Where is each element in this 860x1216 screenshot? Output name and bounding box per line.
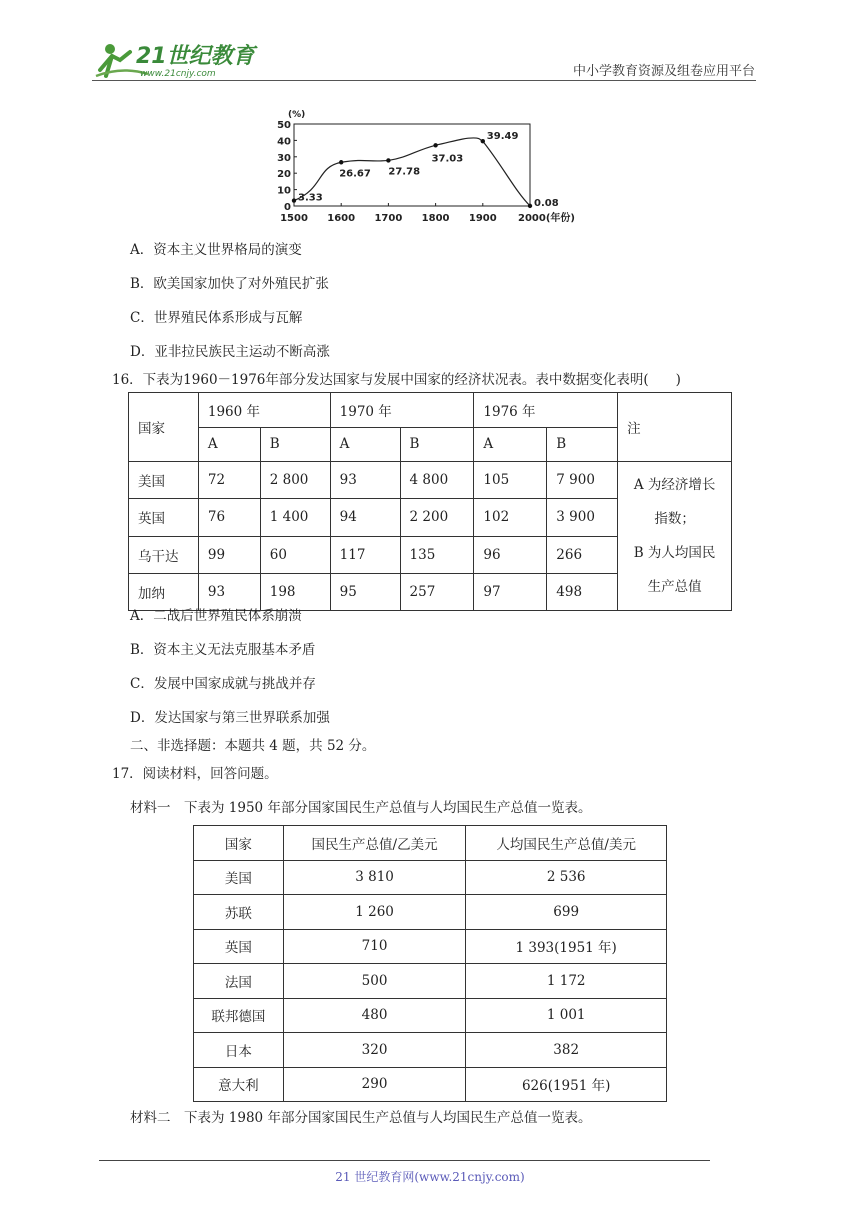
header-gnp: 国民生产总值/乙美元 (283, 826, 466, 861)
data-point (528, 204, 532, 208)
table-cell: 3 810 (283, 860, 466, 895)
table-cell: 英国 (129, 499, 199, 536)
note-line: 指数； (654, 511, 695, 527)
table-row (194, 998, 667, 1033)
header-year-1976: 1976 年 (474, 393, 618, 428)
q17-table (193, 825, 667, 1102)
data-point (433, 143, 437, 147)
table-cell: 7 900 (547, 462, 618, 499)
table-row (194, 929, 667, 964)
subheader-b: B (400, 427, 474, 462)
q16-option-a: A．二战后世界殖民体系崩溃 (130, 608, 302, 624)
q15-option-c: C．世界殖民体系形成与瓦解 (130, 310, 303, 326)
data-label: 27.78 (388, 166, 421, 178)
q15-option-d: D．亚非拉民族民主运动不断高涨 (130, 344, 330, 360)
q15-option-b: B．欧美国家加快了对外殖民扩张 (130, 276, 329, 292)
table-cell: 99 (198, 536, 260, 573)
table-cell: 105 (474, 462, 547, 499)
footer-text: 21 世纪教育网(www.21cnjy.com) (335, 1170, 525, 1184)
table-cell: 290 (283, 1067, 466, 1102)
section-heading: 二、非选择题：本题共 4 题，共 52 分。 (130, 738, 376, 754)
table-cell: 1 001 (466, 998, 667, 1033)
table-cell: 1 260 (283, 895, 466, 930)
y-tick-label: 40 (277, 136, 291, 148)
table-cell: 500 (283, 964, 466, 999)
site-logo (92, 36, 272, 80)
q16-option-c: C．发展中国家成就与挑战并存 (130, 676, 316, 692)
data-label: 37.03 (431, 153, 464, 165)
table-cell: 60 (260, 536, 330, 573)
subheader-a: A (474, 427, 547, 462)
data-label: 26.67 (339, 168, 371, 180)
table-cell: 4 800 (400, 462, 474, 499)
table-cell: 72 (198, 462, 260, 499)
table-cell: 96 (474, 536, 547, 573)
table-cell: 699 (466, 895, 667, 930)
table-cell: 1 172 (466, 964, 667, 999)
table-cell: 联邦德国 (194, 998, 284, 1033)
q17-stem: 17．阅读材料，回答问题。 (112, 766, 278, 782)
table-cell: 117 (330, 536, 400, 573)
table-cell: 2 200 (400, 499, 474, 536)
x-tick-label: 1500 (280, 213, 308, 224)
table-cell: 102 (474, 499, 547, 536)
subheader-a: A (330, 427, 400, 462)
header-country: 国家 (129, 393, 199, 462)
x-tick-label: 1600 (327, 213, 356, 224)
data-point (292, 198, 296, 202)
subheader-a: A (198, 427, 260, 462)
table-cell: 加纳 (129, 573, 199, 610)
note-line: B 为人均国民 (633, 545, 716, 561)
q16-table (128, 392, 732, 611)
svg-text:21世纪教育: 21世纪教育 (136, 44, 255, 69)
header-site-text: 中小学教育资源及组卷应用平台 (572, 64, 755, 79)
note-line: 生产总值 (647, 579, 702, 595)
table-cell: 626(1951 年) (466, 1067, 667, 1102)
x-tick-label: 1900 (468, 213, 497, 224)
y-axis-label: (%) (288, 110, 306, 120)
table-row (194, 964, 667, 999)
table-cell: 266 (547, 536, 618, 573)
table-cell: 95 (330, 573, 400, 610)
y-tick-label: 50 (277, 120, 291, 131)
table-cell: 1 393(1951 年) (466, 929, 667, 964)
subheader-b: B (260, 427, 330, 462)
table-cell: 英国 (194, 929, 284, 964)
y-tick-label: 10 (277, 185, 291, 197)
table-cell: 257 (400, 573, 474, 610)
table-cell: 710 (283, 929, 466, 964)
table-cell: 76 (198, 499, 260, 536)
x-tick-label: 1800 (421, 213, 450, 224)
note-cell (618, 462, 732, 611)
table-cell: 美国 (129, 462, 199, 499)
table-cell: 382 (466, 1033, 667, 1068)
x-tick-label: 2000(年份) (518, 213, 575, 224)
table-row (194, 860, 667, 895)
table-cell: 乌干达 (129, 536, 199, 573)
material-two-intro: 材料二 下表为 1980 年部分国家国民生产总值与人均国民生产总值一览表。 (130, 1110, 592, 1126)
table-row (194, 895, 667, 930)
data-point (481, 139, 485, 143)
data-point (339, 160, 343, 164)
header-country: 国家 (194, 826, 284, 861)
table-cell: 2 536 (466, 860, 667, 895)
table-cell: 3 900 (547, 499, 618, 536)
y-tick-label: 20 (277, 169, 291, 181)
table-cell: 苏联 (194, 895, 284, 930)
table-cell: 1 400 (260, 499, 330, 536)
table-cell: 498 (547, 573, 618, 610)
subheader-b: B (547, 427, 618, 462)
y-tick-label: 0 (284, 202, 291, 213)
data-label: 39.49 (486, 131, 519, 143)
y-tick-label: 30 (277, 152, 291, 164)
x-tick-label: 1700 (374, 213, 403, 224)
table-cell: 480 (283, 998, 466, 1033)
table-cell: 意大利 (194, 1067, 284, 1102)
table-cell: 美国 (194, 860, 284, 895)
table-cell: 2 800 (260, 462, 330, 499)
table-cell: 法国 (194, 964, 284, 999)
q16-option-b: B．资本主义无法克服基本矛盾 (130, 642, 316, 658)
footer-divider (99, 1160, 710, 1161)
q16-stem: 16．下表为1960－1976年部分发达国家与发展中国家的经济状况表。表中数据变化表明( ) (112, 372, 681, 388)
table-row (129, 462, 732, 499)
header-year-1970: 1970 年 (330, 393, 474, 428)
table-cell: 日本 (194, 1033, 284, 1068)
data-label: 3.33 (298, 192, 323, 204)
data-point (386, 158, 390, 162)
table-row (194, 1067, 667, 1102)
svg-text:www.21cnjy.com: www.21cnjy.com (140, 69, 216, 79)
header-gnp-per-capita: 人均国民生产总值/美元 (466, 826, 667, 861)
q16-option-d: D．发达国家与第三世界联系加强 (130, 710, 330, 726)
table-cell: 93 (330, 462, 400, 499)
table-cell: 135 (400, 536, 474, 573)
q15-option-a: A．资本主义世界格局的演变 (130, 242, 302, 258)
table-cell: 93 (198, 573, 260, 610)
note-line: A 为经济增长 (633, 477, 716, 493)
header-note: 注 (618, 393, 732, 462)
header-divider (92, 80, 756, 81)
table-cell: 97 (474, 573, 547, 610)
material-one-intro: 材料一 下表为 1950 年部分国家国民生产总值与人均国民生产总值一览表。 (130, 800, 592, 816)
header-year-1960: 1960 年 (198, 393, 330, 428)
table-cell: 94 (330, 499, 400, 536)
table-cell: 320 (283, 1033, 466, 1068)
line-chart (270, 100, 600, 230)
data-label: 0.08 (534, 197, 559, 209)
table-row (194, 1033, 667, 1068)
table-header-row (194, 826, 667, 861)
table-cell: 198 (260, 573, 330, 610)
